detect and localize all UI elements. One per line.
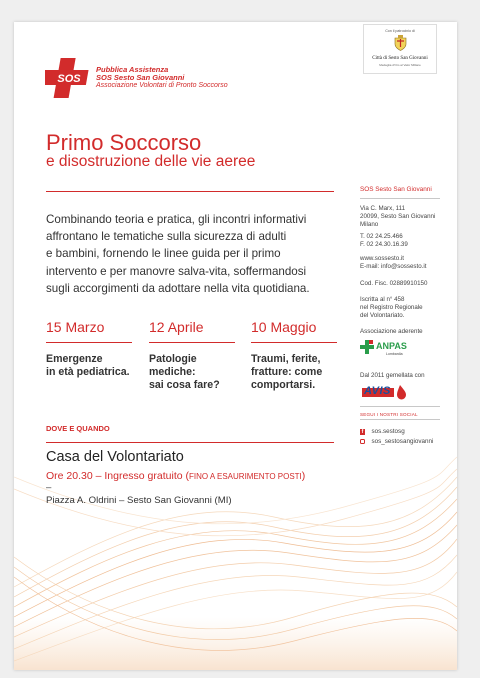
- intro-text: [46, 211, 346, 297]
- intro-line: e bambini, fornendo le linee guida per il primo: [46, 247, 281, 261]
- date-column-1: [46, 319, 132, 379]
- where-divider: [46, 442, 334, 443]
- venue-time: [46, 470, 305, 482]
- anpas-name: ANPAS: [376, 341, 407, 351]
- date-label: 15 Marzo: [46, 319, 105, 335]
- phone-number: T. 02 24.25.466: [360, 233, 403, 240]
- topic-text: [251, 353, 337, 392]
- city-name: Città di Sesto San Giovanni: [372, 56, 428, 61]
- venue-name: Casa del Volontariato: [46, 449, 184, 465]
- social-divider: [360, 419, 440, 420]
- avis-name: AVIS: [364, 385, 391, 397]
- topic-text: [46, 353, 132, 379]
- org-line-2: SOS Sesto San Giovanni: [96, 73, 185, 82]
- social-label: SEGUI I NOSTRI SOCIAL: [360, 412, 418, 417]
- intro-line: sugli accorgimenti da adottare nella vita quotidiana.: [46, 281, 310, 295]
- sidebar-address: [360, 205, 435, 228]
- venue-dash: –: [46, 482, 52, 493]
- sidebar-web: [360, 255, 426, 271]
- facebook-icon: f: [361, 428, 364, 435]
- intro-line: intervento e per manovre salva-vita, soffermandosi: [46, 264, 307, 278]
- registry-line: del Volontariato.: [360, 311, 405, 319]
- date-label: 12 Aprile: [149, 319, 204, 335]
- topic-line: comportarsi.: [251, 379, 316, 391]
- sidebar-registry: [360, 296, 423, 319]
- svg-text:SOS: SOS: [57, 73, 81, 85]
- org-name: [96, 66, 228, 90]
- intro-line: affrontano le tematiche sulla sicurezza di adulti: [46, 230, 287, 244]
- anpas-sub: Lombardia: [386, 352, 403, 356]
- venue-time-close: ): [301, 470, 306, 482]
- address-line: Milano: [360, 220, 379, 228]
- topic-line: mediche:: [149, 366, 196, 378]
- anpas-logo: [360, 339, 420, 359]
- instagram-icon: [360, 439, 365, 444]
- poster: [14, 22, 457, 670]
- patronage-box: [363, 24, 437, 74]
- instagram-handle: sos_sestosangiovanni: [371, 438, 434, 446]
- topic-line: Emergenze: [46, 353, 103, 365]
- address-line: 20099, Sesto San Giovanni: [360, 212, 436, 220]
- facebook-handle: sos.sestosg: [371, 428, 405, 436]
- sidebar-org-name: SOS Sesto San Giovanni: [360, 186, 432, 193]
- intro-line: Combinando teoria e pratica, gli incontri informativi: [46, 213, 307, 226]
- sidebar-tax-code: Cod. Fisc. 02889910150: [360, 280, 428, 287]
- sidebar-divider: [360, 198, 440, 199]
- date-divider: [46, 342, 132, 343]
- venue-time-main: Ore 20.30 – Ingresso gratuito (: [46, 470, 189, 482]
- address-line: Via C. Marx, 111: [360, 205, 406, 212]
- topic-text: [149, 353, 235, 392]
- date-column-3: [251, 319, 337, 392]
- venue-address: Piazza A. Oldrini – Sesto San Giovanni (MI): [46, 495, 232, 506]
- org-line-1: Pubblica Assistenza: [96, 65, 169, 74]
- topic-line: Traumi, ferite,: [251, 353, 321, 365]
- website-link[interactable]: www.sossesto.it: [360, 255, 405, 262]
- twin-label: Dal 2011 gemellata con: [360, 372, 425, 379]
- social-divider-top: [360, 406, 440, 407]
- topic-line: in età pediatrica.: [46, 366, 130, 378]
- venue-time-note: FINO A ESAURIMENTO POSTI: [189, 472, 302, 481]
- date-divider: [251, 342, 337, 343]
- registry-line: nel Registro Regionale: [360, 303, 423, 311]
- email-link[interactable]: E-mail: info@sossesto.it: [360, 262, 427, 270]
- page-title: Primo Soccorso: [46, 130, 202, 155]
- avis-logo: [360, 383, 410, 401]
- sidebar-phones: [360, 233, 408, 249]
- topic-line: Patologie: [149, 353, 197, 365]
- page-subtitle: e disostruzione delle vie aeree: [46, 153, 256, 170]
- patronage-label: Con il patrocinio di: [385, 29, 415, 33]
- topic-line: fratture: come: [251, 366, 323, 378]
- sos-logo-icon: [45, 56, 93, 100]
- registry-line: Iscritta al n° 458: [360, 296, 405, 303]
- member-label: Associazione aderente: [360, 328, 423, 335]
- city-crest-icon: [394, 35, 407, 51]
- topic-line: sai cosa fare?: [149, 379, 220, 391]
- fax-number: F. 02 24.30.16.39: [360, 240, 408, 248]
- where-label: DOVE E QUANDO: [46, 424, 110, 433]
- date-column-2: [149, 319, 235, 392]
- anpas-cross-icon: [360, 339, 374, 355]
- city-subtitle: Medaglia d'Oro al Valor Militare: [379, 63, 421, 67]
- org-line-3: Associazione Volontari di Pronto Soccorso: [96, 82, 228, 89]
- title-divider: [46, 191, 334, 192]
- date-label: 10 Maggio: [251, 319, 317, 335]
- instagram-row[interactable]: [360, 433, 433, 451]
- date-divider: [149, 342, 235, 343]
